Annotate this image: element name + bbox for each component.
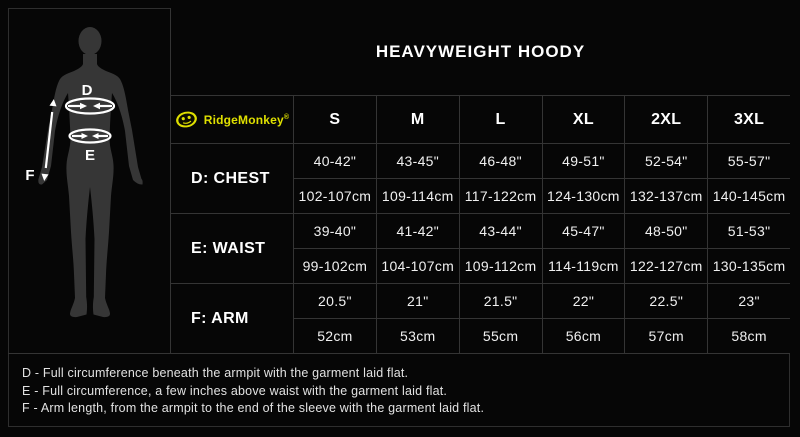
size-col-header-3xl: 3XL <box>708 96 790 143</box>
waist-cm-m: 104-107cm <box>377 249 459 283</box>
arm-inches-l: 21.5" <box>460 284 542 318</box>
arm-cm-xl: 56cm <box>543 319 625 353</box>
arm-dim-label: F <box>25 167 35 184</box>
waist-cm-2xl: 122-127cm <box>625 249 707 283</box>
arm-inches-3xl: 23" <box>708 284 790 318</box>
arm-inches-xl: 22" <box>543 284 625 318</box>
chest-inches-3xl: 55-57" <box>708 144 790 178</box>
chest-inches-2xl: 52-54" <box>625 144 707 178</box>
chest-cm-s: 102-107cm <box>294 179 376 213</box>
note-line-d: D - Full circumference beneath the armpit with the garment laid flat. <box>22 366 409 380</box>
chest-cm-3xl: 140-145cm <box>708 179 790 213</box>
brand-name: RidgeMonkey® <box>203 112 290 127</box>
note-line-f: F - Arm length, from the armpit to the end of the sleeve with the garment laid flat. <box>22 401 485 415</box>
size-table <box>171 8 790 353</box>
chest-cm-2xl: 132-137cm <box>625 179 707 213</box>
human-silhouette-icon <box>38 27 142 317</box>
waist-inches-l: 43-44" <box>460 214 542 248</box>
arm-inches-2xl: 22.5" <box>625 284 707 318</box>
note-line-e: E - Full circumference, a few inches above waist with the garment laid flat. <box>22 383 448 398</box>
arm-inches-s: 20.5" <box>294 284 376 318</box>
arm-cm-l: 55cm <box>460 319 542 353</box>
page-title: HEAVYWEIGHT HOODY <box>171 8 790 95</box>
waist-cm-3xl: 130-135cm <box>708 249 790 283</box>
measurement-figure-panel <box>8 8 171 353</box>
waist-cm-xl: 114-119cm <box>543 249 625 283</box>
row-label-waist: E: WAIST <box>171 214 293 283</box>
arm-cm-3xl: 58cm <box>708 319 790 353</box>
registered-mark: ® <box>283 113 290 121</box>
row-label-chest: D: CHEST <box>171 144 293 213</box>
waist-inches-xl: 45-47" <box>543 214 625 248</box>
chest-inches-s: 40-42" <box>294 144 376 178</box>
waist-cm-l: 109-112cm <box>460 249 542 283</box>
chest-cm-l: 117-122cm <box>460 179 542 213</box>
ridgemonkey-monkey-icon <box>175 110 199 129</box>
chest-inches-m: 43-45" <box>377 144 459 178</box>
body-measurement-diagram <box>8 8 170 353</box>
size-col-header-xl: XL <box>543 96 625 143</box>
size-col-header-2xl: 2XL <box>625 96 707 143</box>
waist-inches-2xl: 48-50" <box>625 214 707 248</box>
arm-cm-s: 52cm <box>294 319 376 353</box>
measurement-notes <box>8 353 790 427</box>
waist-inches-m: 41-42" <box>377 214 459 248</box>
waist-cm-s: 99-102cm <box>294 249 376 283</box>
row-label-arm: F: ARM <box>171 284 293 353</box>
chest-inches-l: 46-48" <box>460 144 542 178</box>
size-col-header-s: S <box>294 96 376 143</box>
waist-inches-3xl: 51-53" <box>708 214 790 248</box>
chest-dim-label: D <box>81 82 93 99</box>
chest-inches-xl: 49-51" <box>543 144 625 178</box>
size-col-header-m: M <box>377 96 459 143</box>
brand-logo <box>171 96 293 143</box>
arm-inches-m: 21" <box>377 284 459 318</box>
size-col-header-l: L <box>460 96 542 143</box>
arm-cm-2xl: 57cm <box>625 319 707 353</box>
chest-cm-xl: 124-130cm <box>543 179 625 213</box>
arm-cm-m: 53cm <box>377 319 459 353</box>
waist-dim-label: E <box>84 147 96 164</box>
waist-inches-s: 39-40" <box>294 214 376 248</box>
chest-cm-m: 109-114cm <box>377 179 459 213</box>
